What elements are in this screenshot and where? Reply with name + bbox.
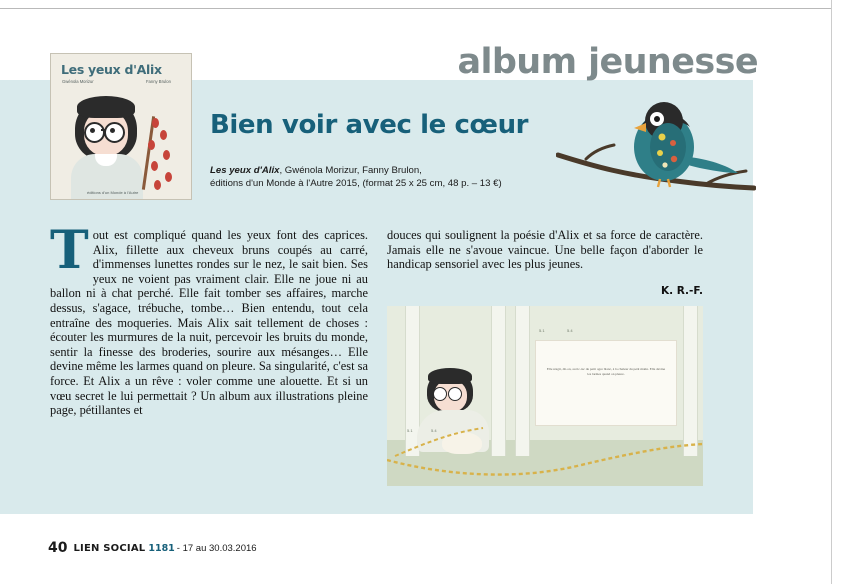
cover-glasses-bridge	[101, 129, 105, 131]
cover-glasses-right-icon	[104, 122, 125, 143]
illustration-rope	[387, 426, 703, 486]
illustration-label: 5.1	[407, 428, 413, 433]
illustration-caption-text: Elle réagit, dit-on, au tic-tac du petit ogre blanc, à la chaleur du petit matin. Elle devine les larmes quand on pleure.	[546, 367, 666, 376]
illustration-label: 5.1	[539, 328, 545, 333]
illustration-text-card	[535, 340, 677, 426]
illustration-girl-fringe	[428, 368, 472, 384]
page-footer	[48, 540, 257, 556]
illustration-glasses-right-icon	[448, 387, 462, 401]
right-rule	[831, 0, 832, 584]
page-number: 40	[48, 540, 68, 556]
cover-author-left: Gwénola Morizur	[62, 79, 94, 84]
book-credits	[210, 164, 540, 190]
inner-illustration	[387, 306, 703, 486]
credit-authors: , Gwénola Morizur, Fanny Brulon,	[279, 165, 422, 176]
cover-eye-left	[90, 128, 95, 133]
body-text-right: douces qui soulignent la poésie d'Alix et sa force de caractère. Jamais elle ne s'avoue vaincue. Une belle façon d'aborder le handicap sensoriel avec les plus jeunes.	[387, 228, 703, 272]
cover-girl-fringe	[77, 96, 135, 118]
illustration-glasses-left-icon	[433, 387, 447, 401]
cover-leaf	[152, 118, 159, 128]
cover-author-right: Fanny Brulon	[146, 79, 171, 84]
cover-glasses-left-icon	[84, 122, 105, 143]
body-column-left	[50, 220, 368, 418]
drop-cap: T	[50, 220, 89, 281]
book-cover-image	[50, 53, 192, 200]
cover-leaf	[163, 150, 170, 160]
cover-eye-right	[110, 128, 115, 133]
bird-illustration	[556, 95, 756, 215]
cover-leaf	[151, 161, 158, 171]
illustration-label: 5.4	[567, 328, 573, 333]
top-rule	[0, 8, 832, 9]
author-signature: K. R.-F.	[660, 285, 703, 297]
body-text-left: out est compliqué quand les yeux font des caprices. Alix, fillette aux cheveux bruns coupés au carré, d'immenses lunettes rondes sur le nez, le sait bien. Ses yeux ne voient pas vraiment clair. Elle ne joue ni au ballon ni à chat perché. Elle fait tomber ses affaires, marche dessus, s'agace, trébuche, tombe… Bien entendu, tout cela entraîne des moqueries. Mais Alix sait tellement de choses : écouter les murmures de la nuit, percevoir les bruits du monde, sentir la finesse des broderies, sourire aux mésanges… Elle devine même les larmes quand on pleure. Sa singularité, c'est sa force. Et Alix a un rêve : voler comme une alouette. Et si un vœu secret le lui permettait ? Un album aux illustrations pleine page, pétillantes et	[50, 228, 368, 418]
credit-details: éditions d'un Monde à l'Autre 2015, (format 25 x 25 cm, 48 p. – 13 €)	[210, 178, 502, 189]
cover-publisher: éditions d'un Monde à l'Autre	[87, 190, 139, 195]
cover-title: Les yeux d'Alix	[61, 62, 162, 77]
issue-date: - 17 au 30.03.2016	[176, 543, 257, 554]
body-column-right	[387, 228, 703, 272]
issue-number: 1181	[148, 543, 175, 554]
section-heading: album jeunesse	[457, 42, 758, 82]
article-title: Bien voir avec le cœur	[210, 110, 529, 140]
illustration-label: 5.4	[431, 428, 437, 433]
cover-leaf	[154, 180, 161, 190]
credit-book-title: Les yeux d'Alix	[210, 165, 280, 176]
cover-leaf	[160, 130, 167, 140]
publication-name: LIEN SOCIAL	[73, 543, 146, 554]
cover-leaf	[148, 140, 155, 150]
cover-leaf	[165, 172, 172, 182]
